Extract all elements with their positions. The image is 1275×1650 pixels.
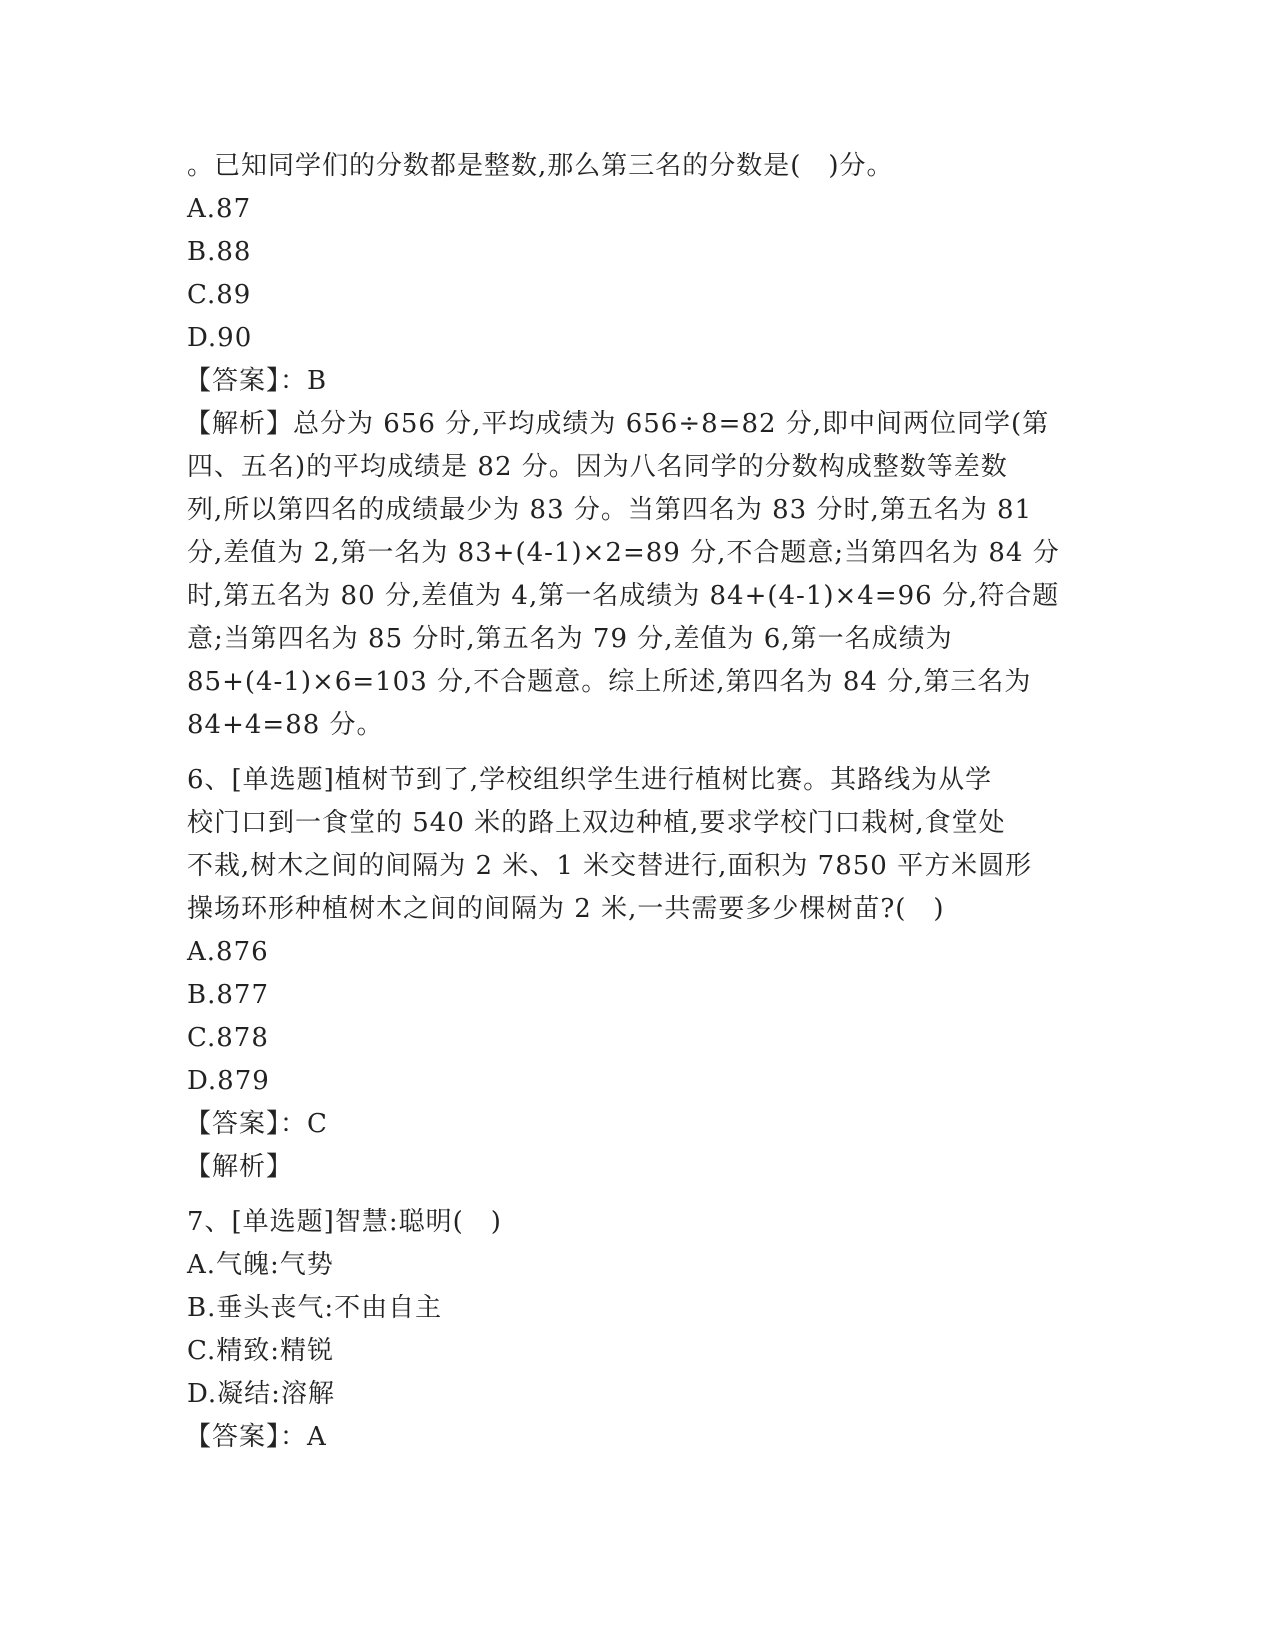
q5-option-a: A.87 — [187, 194, 252, 224]
q5-analysis-line-4: 分,差值为 2,第一名为 83+(4-1)×2=89 分,不合题意;当第四名为 84 分 — [187, 538, 1060, 568]
q5-analysis-line-7: 85+(4-1)×6=103 分,不合题意。综上所述,第四名为 84 分,第三名为 — [187, 667, 1032, 697]
q5-option-b: B.88 — [187, 237, 252, 267]
q7-stem: 7、[单选题]智慧:聪明( ) — [187, 1207, 502, 1237]
q6-answer-sep: ： — [280, 1109, 308, 1139]
q5-answer-label: 【答案】 — [185, 366, 281, 396]
q7-answer — [187, 1416, 1087, 1459]
q6-answer-label: 【答案】 — [185, 1109, 281, 1139]
q5-answer — [187, 360, 1087, 403]
q7-option-c: C.精致:精锐 — [187, 1336, 334, 1366]
q6-stem-line-2: 校门口到一食堂的 540 米的路上双边种植,要求学校门口栽树,食堂处 — [187, 808, 1006, 838]
spacer — [187, 1189, 1087, 1201]
q6-answer-value: C — [307, 1109, 328, 1139]
q5-option-d: D.90 — [187, 323, 253, 353]
q6-option-a: A.876 — [187, 937, 269, 967]
q7-answer-label: 【答案】 — [185, 1422, 281, 1452]
q6-analysis — [187, 1146, 1087, 1189]
q7-option-a: A.气魄:气势 — [187, 1250, 334, 1280]
q6-answer — [187, 1103, 1087, 1146]
q5-analysis-line-3: 列,所以第四名的成绩最少为 83 分。当第四名为 83 分时,第五名为 81 — [187, 495, 1033, 525]
q5-analysis-line-1 — [187, 403, 1087, 446]
q5-analysis-line-2: 四、五名)的平均成绩是 82 分。因为八名同学的分数构成整数等差数 — [187, 452, 1008, 482]
q7-option-b: B.垂头丧气:不由自主 — [187, 1293, 443, 1323]
q7-answer-value: A — [307, 1422, 327, 1452]
q7-option-d: D.凝结:溶解 — [187, 1379, 335, 1409]
q6-stem-line-3: 不栽,树木之间的间隔为 2 米、1 米交替进行,面积为 7850 平方米圆形 — [187, 851, 1033, 881]
q5-analysis-line-6: 意;当第四名为 85 分时,第五名为 79 分,差值为 6,第一名成绩为 — [187, 624, 953, 654]
q6-stem-line-4: 操场环形种植树木之间的间隔为 2 米,一共需要多少棵树苗?( ) — [187, 894, 945, 924]
q5-stem-tail: 。已知同学们的分数都是整数,那么第三名的分数是( )分。 — [187, 151, 894, 181]
q5-answer-value: B — [307, 366, 328, 396]
document-content — [187, 145, 1087, 1459]
q7-answer-sep: ： — [280, 1422, 308, 1452]
q5-answer-sep: ： — [280, 366, 308, 396]
q6-option-b: B.877 — [187, 980, 269, 1010]
q5-analysis-label: 【解析】 — [185, 409, 294, 439]
q6-analysis-label: 【解析】 — [185, 1152, 294, 1182]
q6-option-d: D.879 — [187, 1066, 270, 1096]
q5-analysis-line-5: 时,第五名为 80 分,差值为 4,第一名成绩为 84+(4-1)×4=96 分,符合题 — [187, 581, 1060, 611]
spacer — [187, 747, 1087, 759]
q6-stem-line-1: 6、[单选题]植树节到了,学校组织学生进行植树比赛。其路线为从学 — [187, 765, 993, 795]
q6-option-c: C.878 — [187, 1023, 269, 1053]
q5-analysis-line-8: 84+4=88 分。 — [187, 710, 384, 740]
q5-option-c: C.89 — [187, 280, 252, 310]
q5-analysis-text-1: 总分为 656 分,平均成绩为 656÷8=82 分,即中间两位同学(第 — [293, 409, 1050, 439]
